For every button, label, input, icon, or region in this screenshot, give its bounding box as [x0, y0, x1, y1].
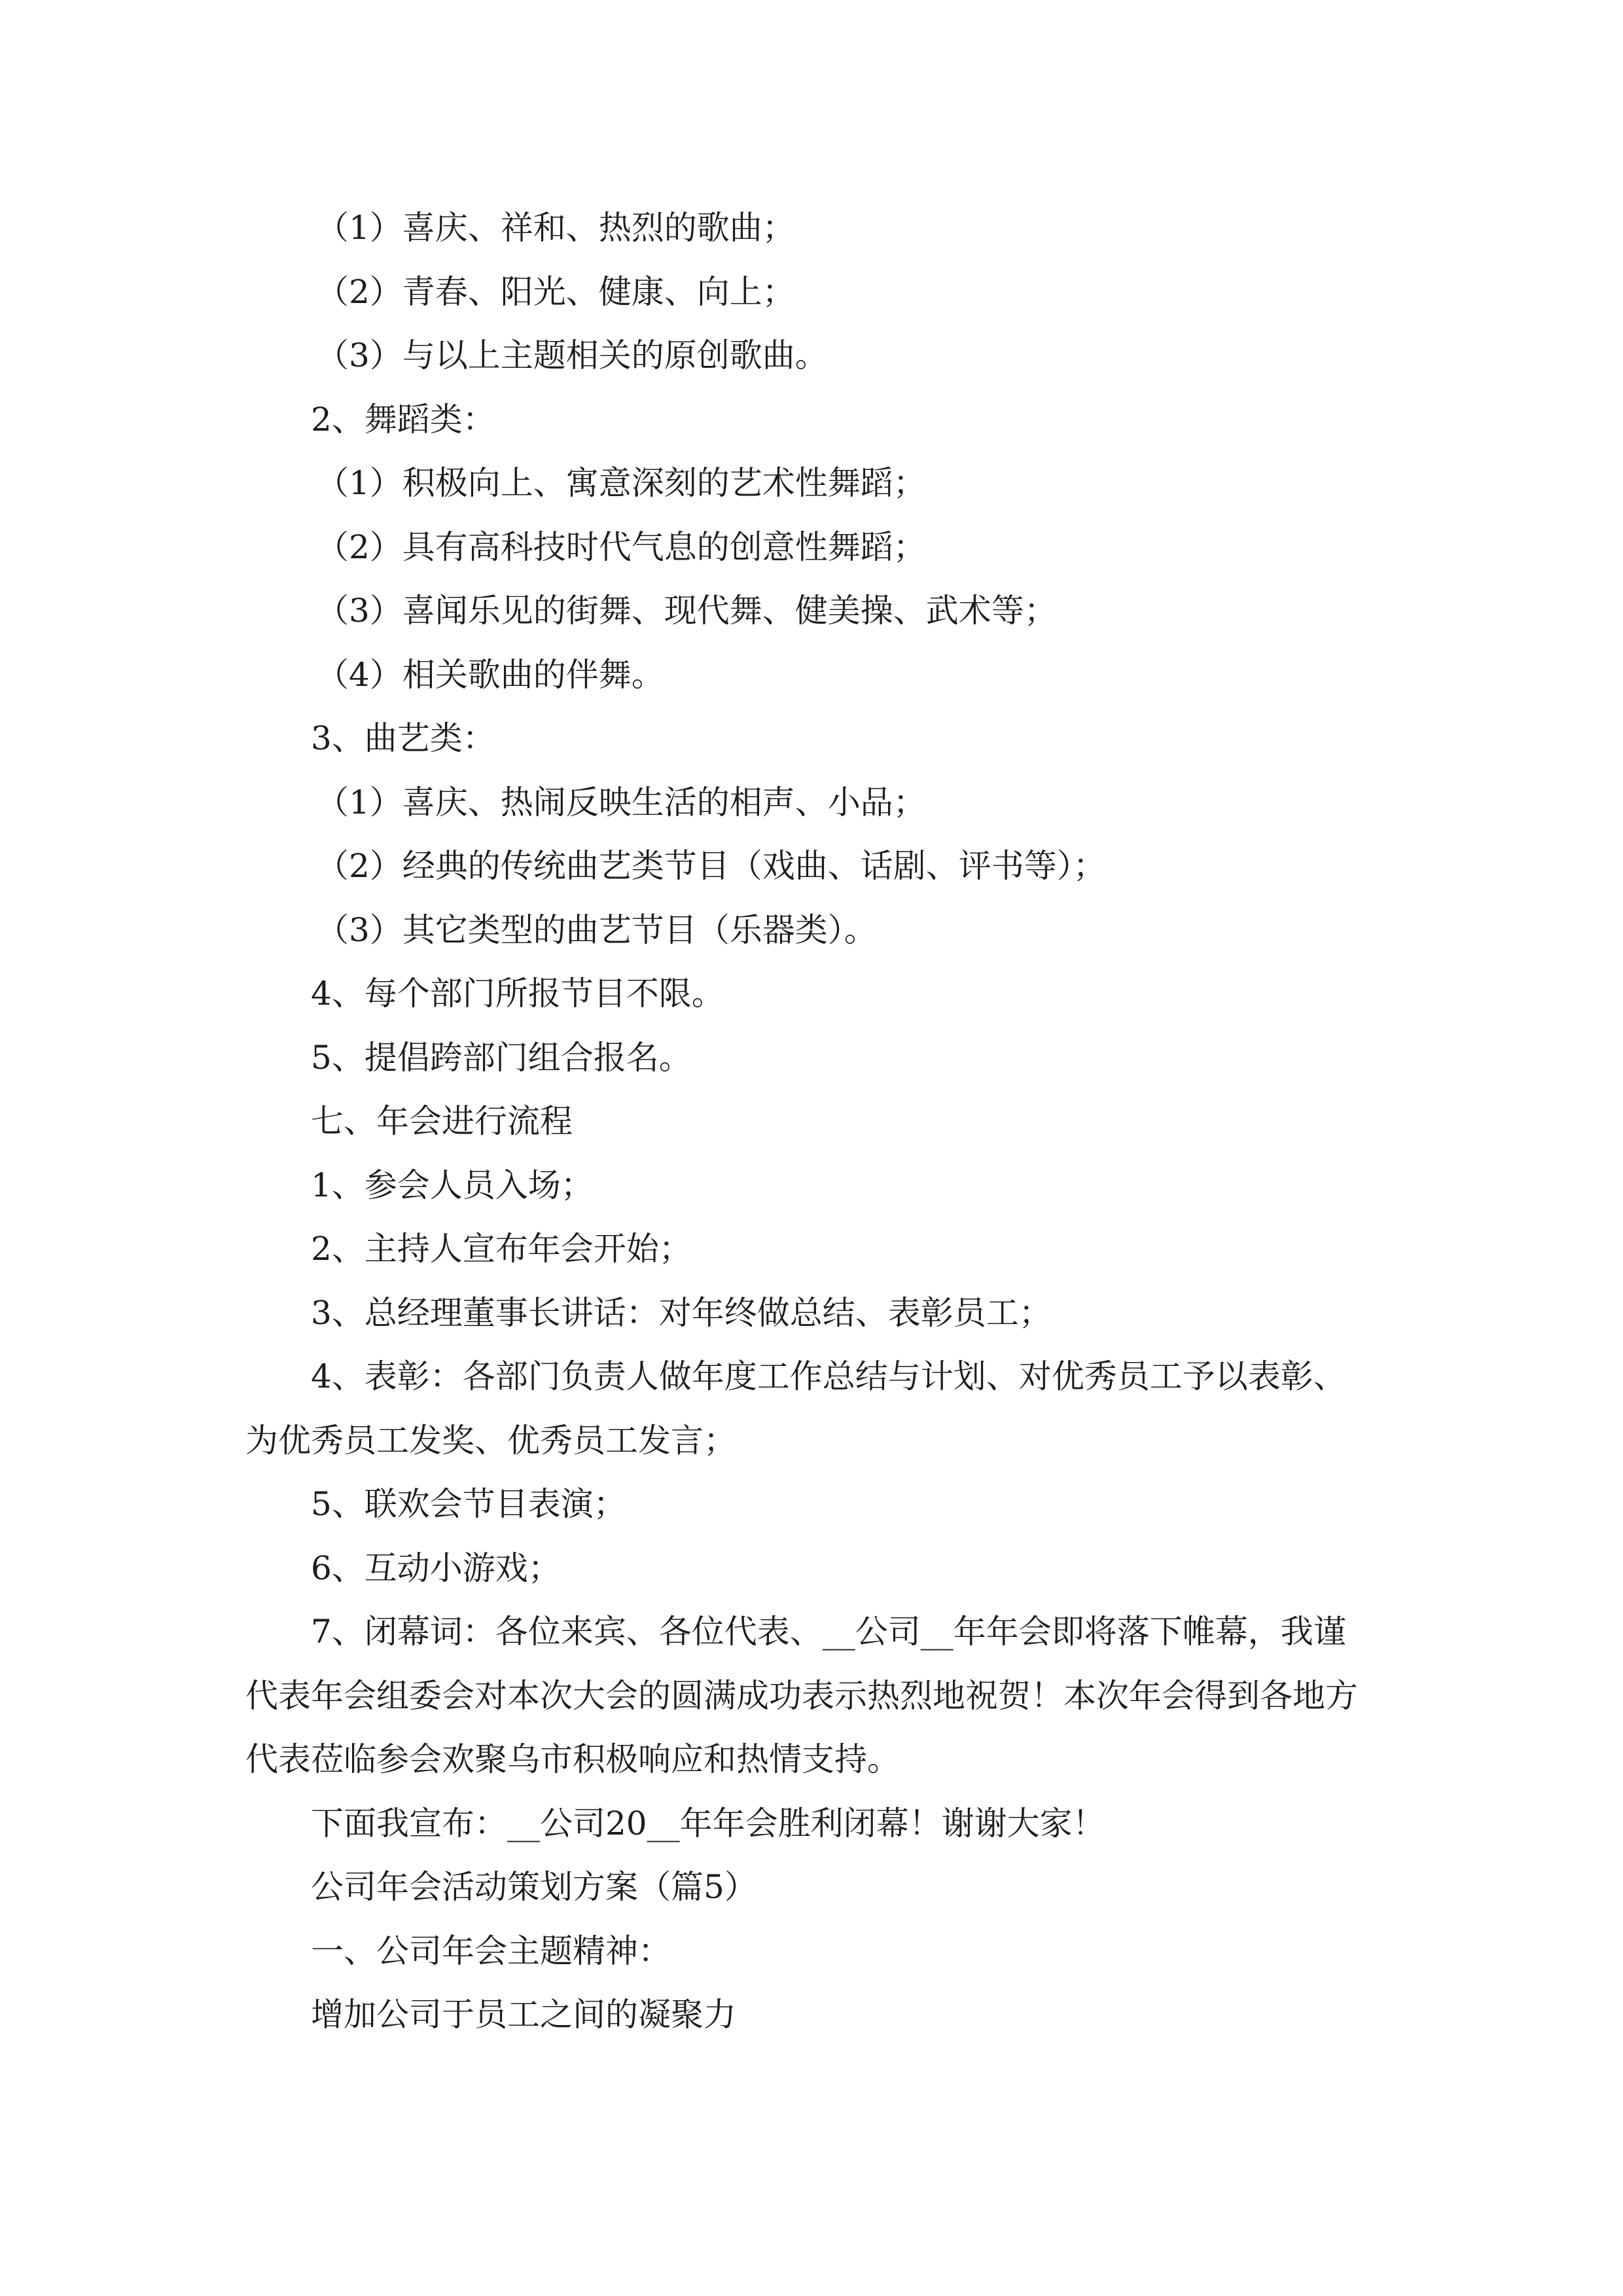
section-heading: 3、曲艺类：: [311, 719, 495, 757]
article-title: 公司年会活动策划方案（篇5）: [311, 1868, 757, 1906]
list-item: 5、联欢会节目表演；: [311, 1485, 626, 1523]
paragraph: 4、每个部门所报节目不限。: [311, 975, 724, 1013]
section-heading: 七、年会进行流程: [311, 1102, 573, 1140]
list-item: （2）经典的传统曲艺类节目（戏曲、话剧、评书等）；: [316, 847, 1106, 885]
section-heading: 一、公司年会主题精神：: [311, 1931, 671, 1970]
list-item: 1、参会人员入场；: [311, 1166, 594, 1204]
list-item: 2、主持人宣布年会开始；: [311, 1230, 692, 1268]
list-item: （3）与以上主题相关的原创歌曲。: [316, 336, 828, 374]
list-item: （2）具有高科技时代气息的创意性舞蹈；: [316, 528, 926, 566]
list-item: （2）青春、阳光、健康、向上；: [316, 272, 795, 311]
list-item: 3、总经理董事长讲话：对年终做总结、表彰员工；: [311, 1293, 1052, 1332]
list-item: （3）喜闻乐见的街舞、现代舞、健美操、武术等；: [316, 592, 1057, 630]
list-item: 4、表彰：各部门负责人做年度工作总结与计划、对优秀员工予以表彰、为优秀员工发奖、优秀员工发言；: [245, 1357, 1346, 1460]
document-body: [245, 196, 1378, 2047]
section-heading: 2、舞蹈类：: [311, 400, 495, 439]
closing-remarks: 7、闭幕词：各位来宾、各位代表、__公司__年年会即将落下帷幕，我谨代表年会组委会对本次大会的圆满成功表示热烈地祝贺！本次年会得到各地方代表莅临参会欢聚乌市积极响应和热情支持。: [245, 1613, 1358, 1778]
list-item: （4）相关歌曲的伴舞。: [316, 655, 664, 694]
paragraph: 5、提倡跨部门组合报名。: [311, 1038, 692, 1077]
list-item: （1）喜庆、祥和、热烈的歌曲；: [316, 209, 795, 247]
list-item: （3）其它类型的曲艺节目（乐器类）。: [316, 910, 877, 949]
paragraph: 下面我宣布：__公司20__年年会胜利闭幕！谢谢大家！: [311, 1804, 1105, 1842]
list-item: （1）积极向上、寓意深刻的艺术性舞蹈；: [316, 464, 926, 502]
paragraph: 增加公司于员工之间的凝聚力: [311, 1996, 736, 2034]
list-item: 6、互动小游戏；: [311, 1549, 561, 1587]
list-item: （1）喜庆、热闹反映生活的相声、小品；: [316, 783, 926, 821]
